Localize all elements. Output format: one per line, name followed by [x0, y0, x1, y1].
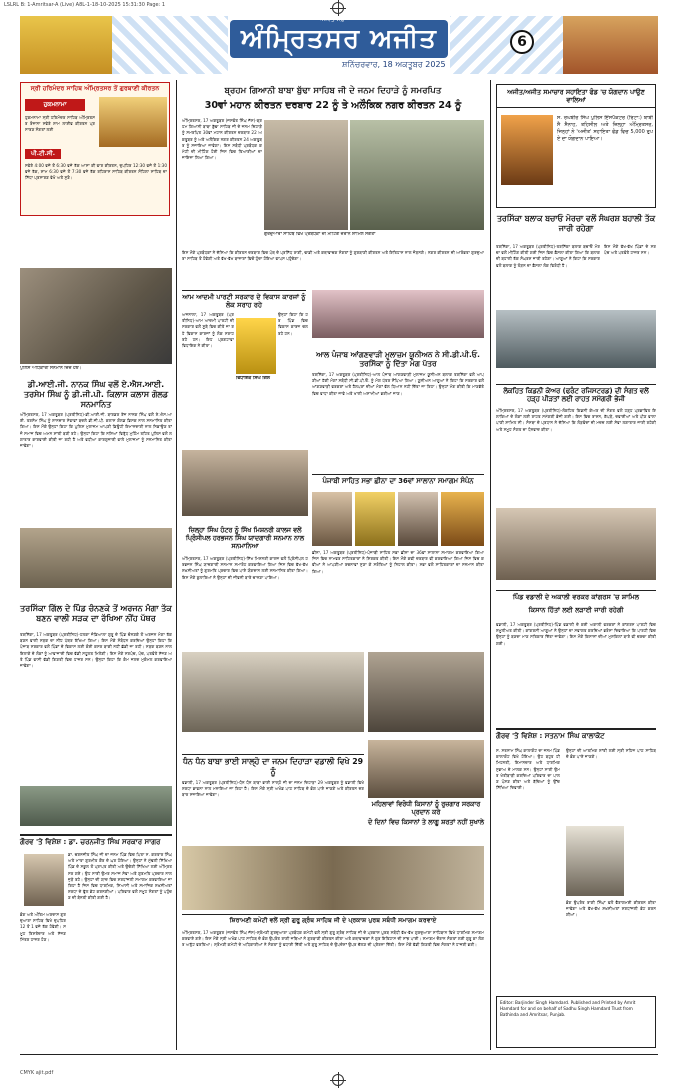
bottom-slug: CMYK ajit.pdf	[20, 1070, 54, 1076]
headline: ਲੋਕਹਿਤ ਕਿਡਨੀ ਕੇਅਰ (ਫਰੰਟ ਰਜਿਸਟਰਡ) ਦੀ ਸੰਗਤ ਵਲੋਂ ਹੜ੍ਹ ਪੀੜਤਾਂ ਲਈ ਰਾਹਤ ਸਮੱਗਰੀ ਭੇਜੀ	[496, 384, 656, 404]
headline: ਡੀ.ਆਈ.ਜੀ. ਨਾਨਕ ਸਿੰਘ ਵਲੋਂ ਏ.ਐਸ.ਆਈ. ਤਰਸੇਮ ਸਿੰਘ ਨੂੰ ਡੀ.ਜੀ.ਪੀ. ਕਿਲਾਸ ਕਲਾਸ ਗੋਲਡ ਸਨਮਾਨਿਤ	[23, 380, 169, 409]
column-rule	[176, 80, 177, 1050]
lead-photo-1	[264, 120, 348, 230]
feature-heading	[496, 728, 656, 742]
feature-name: ਡਾ. ਚਰਨਜੀਤ ਸਿੰਘ ਸਰਕਾਰ ਸਾਗਰ	[68, 838, 161, 846]
lead-headline-line1: ਬ੍ਰਹਮ ਗਿਆਨੀ ਬਾਬਾ ਬੁੱਢਾ ਸਾਹਿਬ ਜੀ ਦੇ ਜਨਮ ਦਿਹਾੜੇ ਨੂੰ ਸਮਰਪਿਤ	[224, 86, 442, 96]
issue-date: ਸ਼ਨਿੱਚਰਵਾਰ, 18 ਅਕਤੂਬਰ 2025	[342, 60, 446, 69]
masthead-tagline: ਅਜੀਤ ਸਫ਼ਾ	[320, 16, 347, 23]
photo-caption: ਪੁਲਿਸ ਅਧਿਕਾਰੀ ਸਨਮਾਨ ਦਿੰਦੇ ਹੋਏ।	[20, 366, 82, 371]
headline: ਮਹਿਲਾਵਾਂ ਵਿਰੋਧੀ ਕਿਸਾਨਾਂ ਨੂੰ ਰੁਜ਼ਗਾਰ ਸਰਕਾਰ ਪ੍ਰਦਾਨ ਕਰੇ	[371, 800, 481, 816]
masthead	[20, 16, 658, 74]
lead-photo-2	[350, 120, 484, 230]
portrait-photo	[236, 318, 276, 374]
masthead-pattern	[450, 16, 563, 74]
lead-headline-line2: 30ਵਾਂ ਮਹਾਨ ਕੀਰਤਨ ਦਰਬਾਰ 22 ਨੂੰ ਤੇ ਅਲੌਕਿਕ ਨਗਰ ਕੀਰਤਨ 24 ਨੂੰ	[204, 100, 462, 111]
temple-image	[563, 16, 658, 74]
headline: ਤਰਸਿੱਕਾ ਬਲਾਕ ਬਚਾਓ ਮੋਰਚਾ ਵਲੋਂ ਸੰਘਰਸ਼ ਬਹਾਲੀ ਤੱਕ ਜਾਰੀ ਰਹੇਗਾ	[496, 214, 656, 233]
feature-heading	[20, 834, 172, 848]
protest-photo	[496, 310, 656, 368]
headline: ਤਰਸਿੱਕਾ ਗਿੱਲ ਦੇ ਪਿੰਡ ਚੰਨਣਕੇ ਤੋਂ ਅਰਜਨ ਮੰਗਾ ਤੱਕ ਬਣਨ ਵਾਲੀ ਸੜਕ ਦਾ ਰੱਖਿਆ ਨੀਂਹ ਪੱਥਰ	[20, 604, 172, 623]
photo-caption: ਵਿਧਾਇਕ ਸਿੰਘ ਗਿੱਲ	[236, 376, 270, 381]
portrait-photo	[24, 854, 64, 906]
portrait-photo	[355, 492, 395, 546]
headline: ਜ਼ਿਲ੍ਹਾ ਸਿੰਘ ਹੰਟਰ ਨੂੰ ਸਿੱਖ ਮਿਸ਼ਨਰੀ ਕਾਲਜ ਵਲੋਂ ਪ੍ਰਿੰਸੀਪਲ ਹਰਭਜਨ ਸਿੰਘ ਯਾਦਗਾਰੀ ਸਨਮਾਨ ਨਾਲ ਸਨਮਾਨਿਆ	[185, 526, 305, 550]
paper-title: ਅੰਮ੍ਰਿਤਸਰ ਅਜੀਤ	[230, 20, 448, 58]
relief-photo	[496, 508, 656, 580]
foundation-photo	[20, 786, 172, 826]
photo-caption: ਗੁਰਦੁਆਰਾ ਸਾਹਿਬ ਵਿਖੇ ਪ੍ਰਬੰਧਕਾਂ ਦੀ ਮੀਟਿੰਗ ਦੌਰਾਨ ਸ਼ਾਮਿਲ ਸੰਗਤਾਂ	[264, 232, 376, 237]
headline: ਪੰਜਾਬੀ ਸਾਹਿਤ ਸਭਾ ਛੀਨਾ ਦਾ 36ਵਾਂ ਸਾਲਾਨਾ ਸਮਾਗਮ ਸੰਪੰਨ	[312, 474, 484, 485]
feature-name: ਸਤਨਾਮ ਸਿੰਘ ਕਾਲਾਕੋਟ	[544, 732, 605, 740]
police-award-photo	[20, 268, 172, 364]
headline: ਧੰਨ ਧੰਨ ਬਾਬਾ ਭਾਈ ਸਾਲ੍ਹੋ ਦਾ ਜਨਮ ਦਿਹਾੜਾ ਵਡਾਲੀ ਵਿਖੇ 29 ਨੂੰ	[182, 754, 364, 776]
column-rule	[490, 80, 491, 1050]
subheadline: ਕਿਸਾਨ ਹਿੱਤਾਂ ਲਈ ਲੜਾਈ ਜਾਰੀ ਰਹੇਗੀ	[528, 606, 624, 614]
promo-box: ਸ੍ਰੀ ਹਰਿਮੰਦਰ ਸਾਹਿਬ ਅੰਮ੍ਰਿਤਸਰ ਤੋਂ ਗੁਰਬਾਣੀ ਕੀਰਤਨ ਹੁਕਮਨਾਮਾ ਹੁਕਮਨਾਮਾ ਸ੍ਰੀ ਹਰਿਮੰਦਰ ਸਾਹਿਬ ਅੰਮ੍ਰਿਤਸਰ ਰੋਜ਼ਾਨਾ ਸਵੇਰੇ ਸ਼ਾਮ ਲਾਈਵ ਕੀਰਤਨ ਪ੍ਰਸਾਰਣ ਸੰਗਤਾਂ ਲਈ ਪੀ.ਟੀ.ਸੀ. ਸਵੇਰੇ 4:00 ਵਜੇ ਤੋਂ 6:30 ਵਜੇ ਤੱਕ ਆਸਾ ਕੀ ਵਾਰ ਕੀਰਤਨ, ਦੁਪਹਿਰ 12:30 ਵਜੇ ਤੋਂ 1:30 ਵਜੇ ਤੱਕ, ਸ਼ਾਮ 6:30 ਵਜੇ ਤੋਂ 7:30 ਵਜੇ ਤੱਕ ਰਹਿਰਾਸ ਸਾਹਿਬ ਕੀਰਤਨ ਸੋਹਿਲਾ ਸਾਹਿਬ ਦਾ ਸਿੱਧਾ ਪ੍ਰਸਾਰਣ ਵੇਖੋ ਅਤੇ ਸੁਣੋ।	[20, 82, 170, 216]
bottom-rule	[20, 1054, 658, 1055]
headline: ਆਮ ਆਦਮੀ ਪਾਰਟੀ ਸਰਕਾਰ ਦੇ ਵਿਕਾਸ ਕਾਰਜਾਂ ਨੂੰ ਲੋਕ ਸਰਾਹ ਰਹੇ	[182, 290, 306, 309]
feature-label: ਗੌਰਵ 'ਤੇ ਵਿਸ਼ੇਸ਼ :	[496, 732, 543, 740]
anganwadi-photo	[312, 290, 484, 338]
fund-box	[496, 84, 656, 208]
award-photo	[182, 450, 308, 516]
portrait-photo	[501, 115, 553, 185]
registration-mark-icon	[332, 1074, 344, 1086]
headline: ਸ਼ਿਰਾਮਣੀ ਕਮੇਟੀ ਵਲੋਂ ਸ੍ਰੀ ਗੁਰੂ ਗ੍ਰੰਥ ਸਾਹਿਬ ਜੀ ਦੇ ਪ੍ਰਕਾਸ਼ ਪੁਰਬ ਸਬੰਧੀ ਸਮਾਗਮ ਕਰਵਾਏ	[182, 914, 484, 925]
imprint: Editor: Barjinder Singh Hamdard. Published and Printed by Amrit Hamdard for and on behalf of Sadhu Singh Hamdard Trust from Bathinda and Amritsar, Punjab.	[496, 996, 656, 1048]
registration-mark-icon	[332, 2, 344, 14]
fund-text: ਸ. ਰਘਬੀਰ ਸਿੰਘ ਪੁਲਿਸ ਇੰਸਪੈਕਟਰ (ਰਿਟਾ:) ਬਾਬੀ ਸੈ ਸੈਨਾਹ, ਤਹਿਸੀਲ ਅਤੇ ਜ਼ਿਲ੍ਹਾ ਅੰਮ੍ਰਿਤਸਰ, ਜਿਨ੍ਹਾਂ ਨੇ 'ਅਜੀਤ' ਸਹਾਇਤਾ ਫੰਡ ਵਿਚ 5,000 ਰੁਪਏ ਦਾ ਯੋਗਦਾਨ ਪਾਇਆ।	[557, 115, 653, 142]
portrait-photo	[441, 492, 484, 546]
portrait-photo	[312, 492, 352, 546]
print-slug: LSLRL B: 1-Amritsar-A (Live) A8L-1-18-10-2025 15:31:30 Page: 1	[4, 2, 166, 8]
headline: ਆਲ ਪੰਜਾਬ ਆਂਗਣਵਾੜੀ ਮੁਲਾਜ਼ਮ ਯੂਨੀਅਨ ਨੇ ਸੀ.ਡੀ.ਪੀ.ਓ. ਤਰਸਿੱਕਾ ਨੂੰ ਦਿੱਤਾ ਮੰਗ ਪੱਤਰ	[316, 350, 480, 369]
page-number: 6	[510, 30, 534, 54]
masthead-pattern	[112, 16, 228, 74]
temple-photo	[99, 97, 167, 147]
golden-temple-image	[20, 16, 112, 74]
congress-photo	[182, 652, 364, 732]
meeting-photo	[368, 740, 484, 798]
portrait-photo	[398, 492, 438, 546]
ceremony-photo	[182, 846, 484, 910]
feature-label: ਗੌਰਵ 'ਤੇ ਵਿਸ਼ੇਸ਼ :	[20, 838, 67, 846]
channel-badge: ਪੀ.ਟੀ.ਸੀ.	[25, 149, 61, 159]
event-photo	[368, 652, 484, 732]
headline: ਪਿੰਡ ਵਡਾਲੀ ਦੇ ਅਕਾਲੀ ਵਰਕਰ ਕਾਂਗਰਸ 'ਚ ਸ਼ਾਮਿਲ	[496, 590, 656, 601]
group-photo	[20, 528, 172, 588]
promo-title: ਸ੍ਰੀ ਹਰਿਮੰਦਰ ਸਾਹਿਬ ਅੰਮ੍ਰਿਤਸਰ ਤੋਂ ਗੁਰਬਾਣੀ ਕੀਰਤਨ	[30, 85, 160, 92]
subheadline: ਦੋ ਦਿਨਾਂ ਵਿਚ ਕਿਸਾਨਾਂ ਤੇ ਲਾਗੂ ਸ਼ਰਤਾਂ ਨਹੀਂ ਸੁਖਾਲੇ	[368, 818, 484, 826]
portrait-photo	[566, 826, 624, 896]
headline: ਅਜੀਤ/ਅਜੀਤ ਸਮਾਚਾਰ ਸਹਾਇਤਾ ਫੰਡ 'ਚ ਯੋਗਦਾਨ ਪਾਉਣ ਵਾਲਿਆਂ	[497, 85, 655, 108]
promo-label: ਹੁਕਮਨਾਮਾ	[25, 99, 85, 111]
